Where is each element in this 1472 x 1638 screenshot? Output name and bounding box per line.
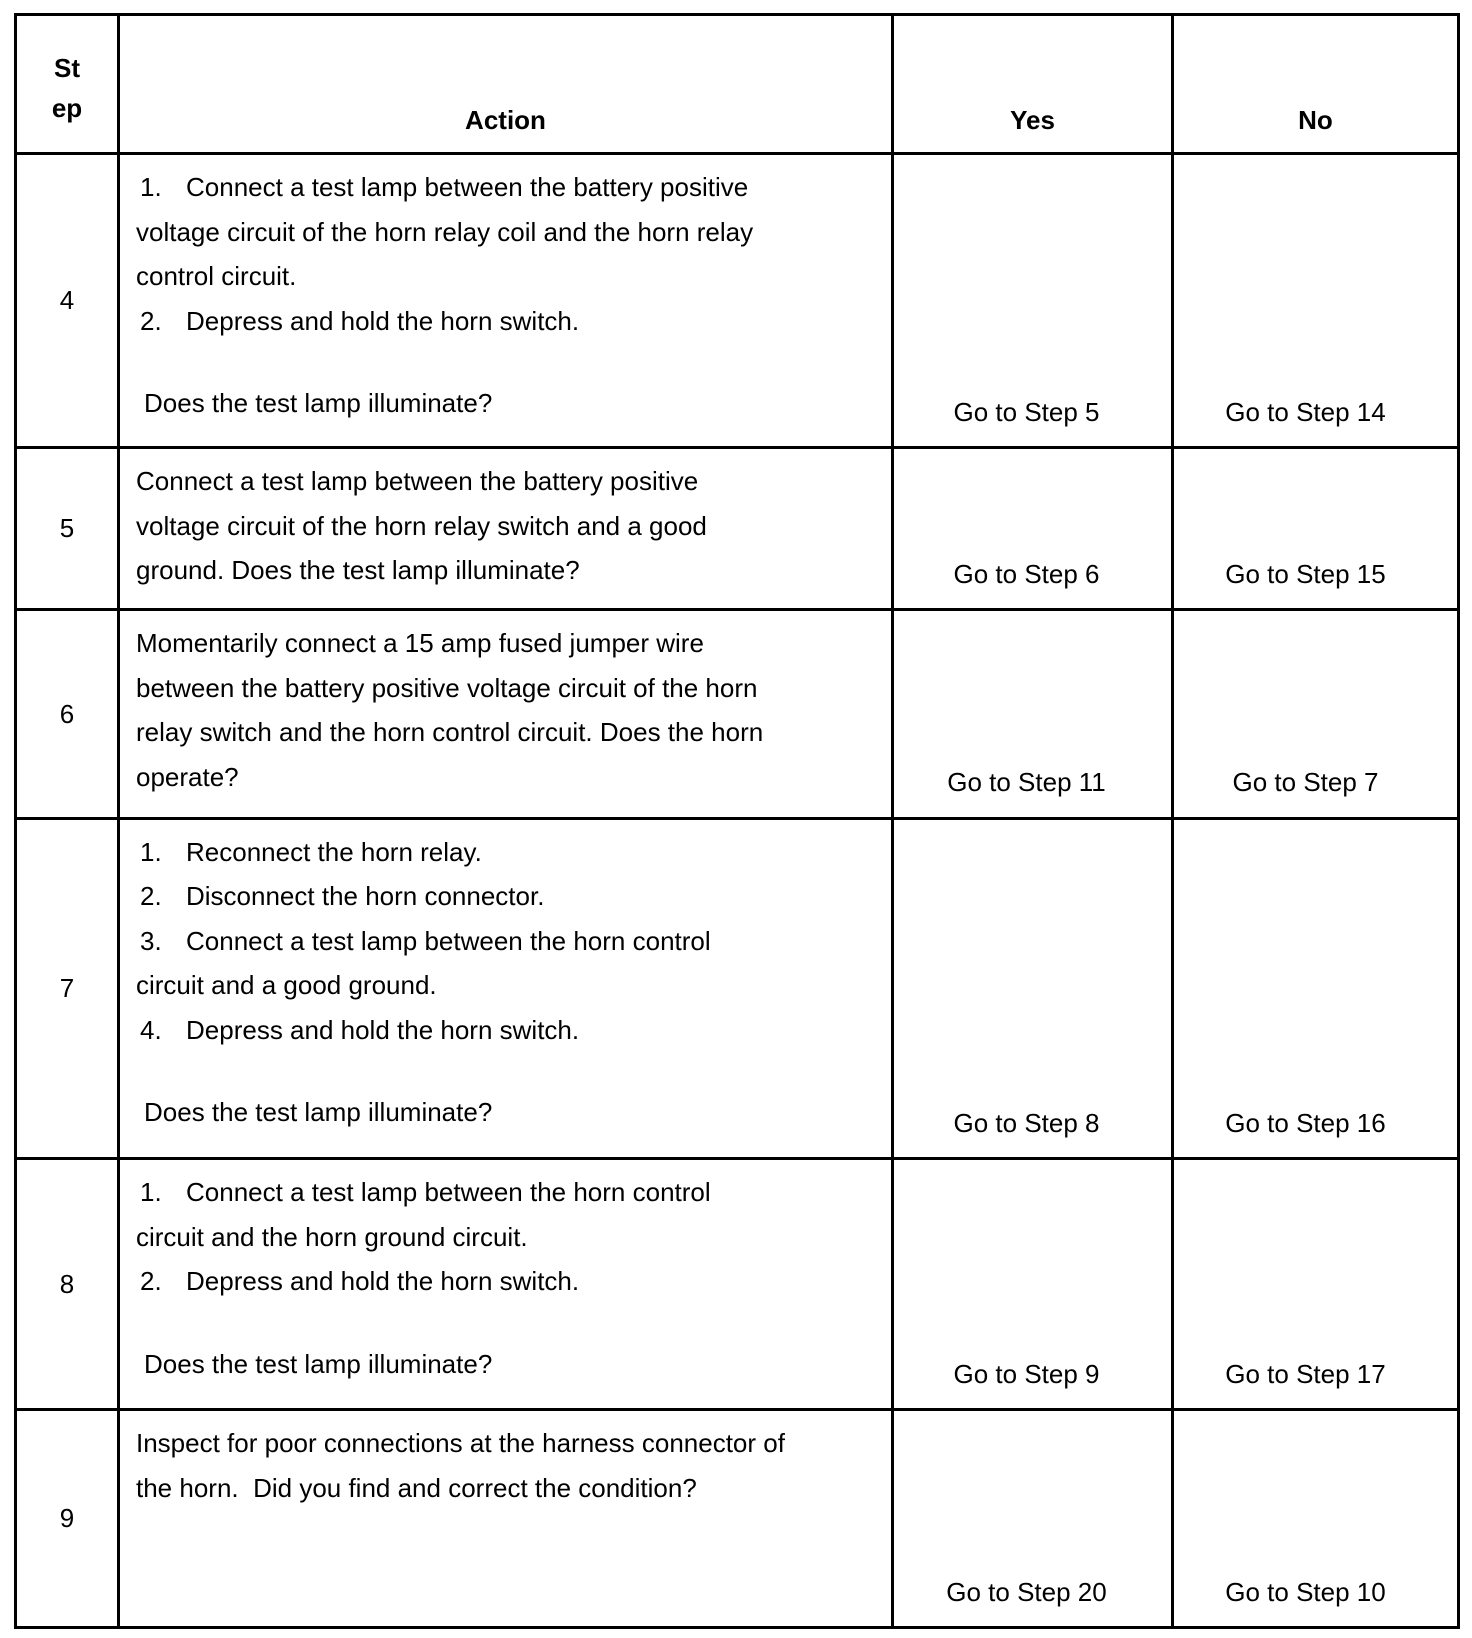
action-text-line: ground. Does the test lamp illuminate?: [136, 555, 580, 586]
yes-cell: [893, 1159, 1173, 1410]
header-no: No: [1173, 15, 1459, 154]
action-cell: [119, 1159, 893, 1410]
action-cell: [119, 448, 893, 610]
action-cell: [119, 1410, 893, 1628]
table-row: [16, 1410, 1459, 1628]
item-text: Depress and hold the horn switch.: [186, 1014, 580, 1045]
action-text-line: the horn. Did you find and correct the condition?: [136, 1472, 697, 1503]
item-text-continued: control circuit.: [136, 261, 297, 291]
action-cell: [119, 818, 893, 1158]
yes-cell: [893, 818, 1173, 1158]
table-row: [16, 1159, 1459, 1410]
action-text-line: voltage circuit of the horn relay switch and a good: [136, 510, 707, 541]
action-item: [136, 830, 877, 875]
step-number: 5: [16, 448, 119, 610]
item-text: Reconnect the horn relay.: [186, 836, 482, 867]
no-cell: [1173, 154, 1459, 448]
item-text: Connect a test lamp between the battery positive: [186, 172, 749, 202]
action-cell: [119, 154, 893, 448]
no-cell: [1173, 1159, 1459, 1410]
no-result: Go to Step 16: [1225, 1107, 1386, 1138]
action-text-line: Momentarily connect a 15 amp fused jumper wire: [136, 628, 704, 659]
yes-cell: [893, 448, 1173, 610]
yes-cell: [893, 154, 1173, 448]
no-cell: [1173, 448, 1459, 610]
item-text-continued: circuit and the horn ground circuit.: [136, 1221, 528, 1252]
action-item: [136, 1170, 877, 1215]
item-text-continued: voltage circuit of the horn relay coil and the horn relay: [136, 216, 754, 247]
diagnostic-table: [14, 13, 1460, 1629]
action-text-line: between the battery positive voltage circuit of the horn: [136, 672, 758, 703]
item-text: Depress and hold the horn switch.: [186, 1266, 580, 1297]
item-number: 2.: [140, 1266, 162, 1297]
item-number: 3.: [140, 925, 162, 956]
header-step-line2: ep: [51, 93, 83, 123]
table-row: [16, 818, 1459, 1158]
action-question: Does the test lamp illuminate?: [144, 1097, 493, 1128]
item-text: Connect a test lamp between the horn control: [186, 925, 711, 956]
item-text: Connect a test lamp between the horn control: [186, 1177, 711, 1208]
yes-cell: [893, 1410, 1173, 1628]
no-result: Go to Step 14: [1225, 396, 1386, 427]
action-item: [136, 165, 877, 210]
action-item: [136, 919, 877, 964]
no-result: Go to Step 7: [1232, 767, 1379, 798]
action-question: Does the test lamp illuminate?: [144, 388, 493, 418]
item-text-continued: circuit and a good ground.: [136, 970, 437, 1001]
yes-result: Go to Step 11: [947, 767, 1106, 798]
table-row: [16, 154, 1459, 448]
item-number: 2.: [140, 881, 162, 912]
yes-result: Go to Step 20: [946, 1576, 1107, 1607]
item-number: 1.: [140, 836, 162, 867]
item-number: 2.: [140, 305, 162, 336]
table-row: [16, 610, 1459, 818]
step-number: 7: [16, 818, 119, 1158]
action-text-line: Inspect for poor connections at the harness connector of: [136, 1428, 785, 1459]
yes-cell: [893, 610, 1173, 818]
item-number: 1.: [140, 172, 162, 202]
header-step-line1: St: [54, 53, 80, 83]
action-item: [136, 1008, 877, 1053]
yes-result: Go to Step 6: [953, 558, 1100, 589]
action-question: Does the test lamp illuminate?: [144, 1348, 493, 1379]
yes-result: Go to Step 5: [953, 396, 1100, 427]
header-action: Action: [119, 15, 893, 154]
header-row: [16, 15, 1459, 154]
action-text-line: operate?: [136, 761, 239, 792]
action-item: [136, 299, 877, 344]
no-cell: [1173, 610, 1459, 818]
step-number: 4: [16, 154, 119, 448]
yes-result: Go to Step 9: [953, 1358, 1100, 1389]
no-result: Go to Step 17: [1225, 1358, 1386, 1389]
header-yes: Yes: [893, 15, 1173, 154]
action-text-line: Connect a test lamp between the battery positive: [136, 466, 699, 497]
item-text: Depress and hold the horn switch.: [186, 305, 580, 336]
no-result: Go to Step 15: [1225, 558, 1386, 589]
action-cell: [119, 610, 893, 818]
item-number: 4.: [140, 1014, 162, 1045]
no-cell: [1173, 818, 1459, 1158]
action-item: [136, 874, 877, 919]
step-number: 6: [16, 610, 119, 818]
step-number: 9: [16, 1410, 119, 1628]
yes-result: Go to Step 8: [953, 1107, 1100, 1138]
step-number: 8: [16, 1159, 119, 1410]
no-result: Go to Step 10: [1225, 1576, 1386, 1607]
action-text-line: relay switch and the horn control circuit. Does the horn: [136, 717, 764, 748]
table-row: [16, 448, 1459, 610]
header-step: [16, 15, 119, 154]
no-cell: [1173, 1410, 1459, 1628]
action-item: [136, 1259, 877, 1304]
item-text: Disconnect the horn connector.: [186, 881, 545, 912]
item-number: 1.: [140, 1177, 162, 1208]
